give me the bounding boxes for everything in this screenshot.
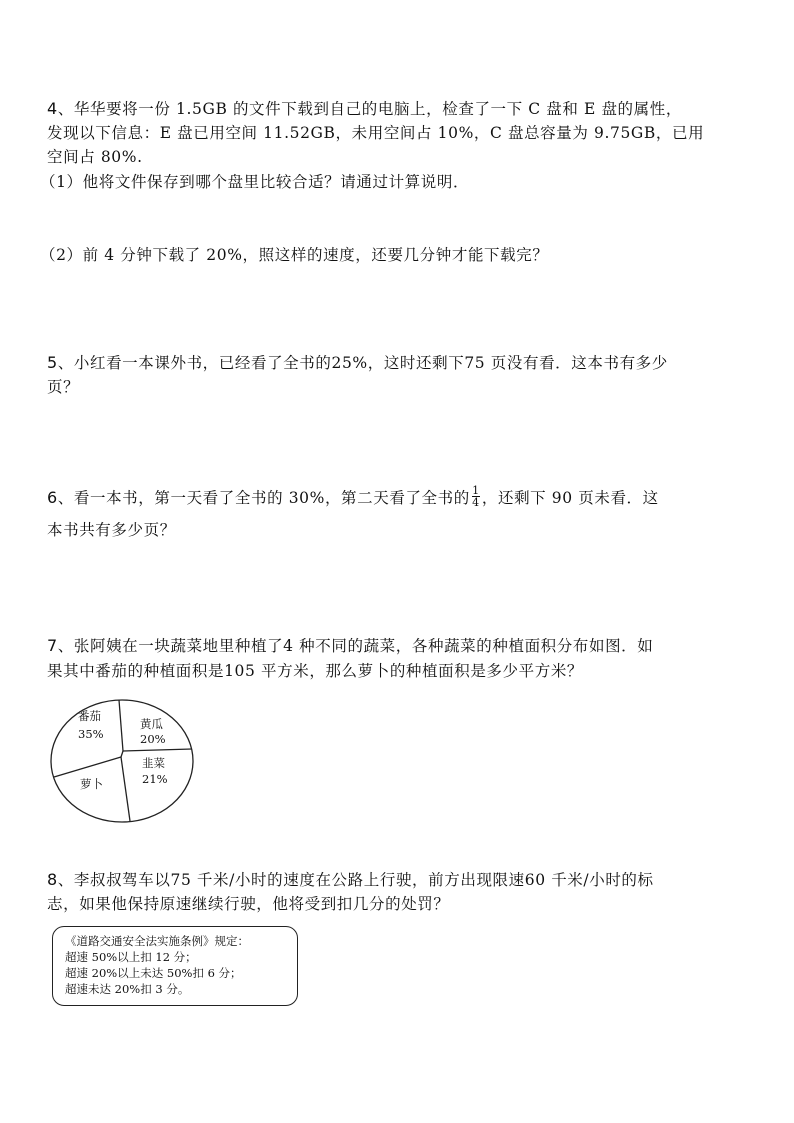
pie-divider-0 [119, 700, 123, 751]
q8-number: 8 [47, 870, 58, 889]
pie-slice-label: 韭菜 [142, 756, 165, 770]
q7-line2: 果其中番茄的种植面积是105 平方米，那么萝卜的种植面积是多少平方米？ [47, 662, 584, 680]
q7-text-1: 、张阿姨在一块蔬菜地里种植了4 种不同的蔬菜，各种蔬菜的种植面积分布如图．如 [57, 637, 654, 655]
pie-divider-4 [121, 757, 130, 821]
q6-number: 6 [47, 488, 58, 507]
pie-divider-3 [54, 757, 121, 777]
pie-slice-value: 21% [142, 772, 168, 786]
rule-item: 超速未达 20%扣 3 分。 [65, 982, 190, 996]
vegetable-pie-chart [48, 697, 196, 825]
pie-divider-2 [121, 751, 123, 757]
q8-line1 [47, 868, 752, 892]
pie-slice-value: 35% [78, 727, 104, 741]
q7-line1 [47, 634, 752, 658]
q4-text-1: 、华华要将一份 1.5GB 的文件下载到自己的电脑上，检查了一下 C 盘和 E 盘的属性， [57, 100, 682, 118]
q6-frac-den: 4 [472, 495, 480, 509]
traffic-rules-box [52, 926, 298, 1006]
q6-line1 [47, 483, 752, 511]
pie-slice-value: 20% [140, 732, 166, 746]
rule-item: 超速 50%以上扣 12 分； [65, 950, 197, 964]
q6-line2: 本书共有多少页？ [47, 521, 176, 539]
q6-text-1a: 、看一本书，第一天看了全书的 30%，第二天看了全书的 [57, 489, 470, 507]
q6-text-1b: ，还剩下 90 页未看．这 [481, 489, 659, 507]
q8-text-1: 、李叔叔驾车以75 千米/小时的速度在公路上行驶，前方出现限速60 千米/小时的标 [57, 871, 654, 889]
q5-line1 [47, 351, 752, 375]
pie-slice-label: 萝卜 [80, 777, 103, 791]
pie-divider-1 [123, 749, 192, 751]
pie-slice-label: 黄瓜 [140, 717, 163, 731]
q6-fraction [472, 485, 480, 508]
q4-number: 4 [47, 99, 58, 118]
q4-line2: 发现以下信息：E 盘已用空间 11.52GB，未用空间占 10%，C 盘总容量为 9.75GB，已用 [47, 124, 705, 142]
pie-slice-label: 番茄 [78, 709, 101, 723]
rules-title: 《道路交通安全法实施条例》规定： [65, 934, 249, 948]
q5-text-1: 、小红看一本课外书，已经看了全书的25%，这时还剩下75 页没有看．这本书有多少 [57, 354, 668, 372]
q4-line3: 空间占 80%. [47, 148, 143, 166]
q4-line1 [47, 97, 752, 121]
q4-sub2: （2）前 4 分钟下载了 20%，照这样的速度，还要几分钟才能下载完？ [40, 246, 549, 264]
rule-item: 超速 20%以上未达 50%扣 6 分； [65, 966, 242, 980]
q5-number: 5 [47, 353, 58, 372]
q8-line2: 志，如果他保持原速继续行驶，他将受到扣几分的处罚？ [47, 895, 450, 913]
q5-line2: 页？ [47, 378, 80, 396]
q6-frac-num: 1 [472, 483, 480, 497]
q4-sub1: （1）他将文件保存到哪个盘里比较合适？请通过计算说明． [40, 173, 470, 191]
q7-number: 7 [47, 636, 58, 655]
